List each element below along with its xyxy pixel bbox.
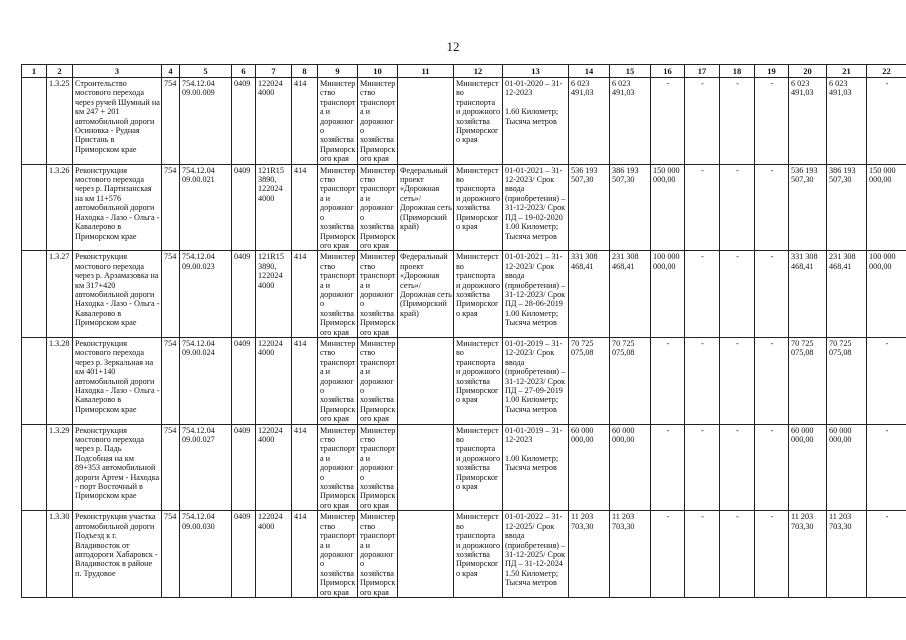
cell-c7: 121R15 3890, 122024 4000: [256, 164, 292, 251]
col-header: 11: [398, 65, 454, 78]
cell-c18: -: [720, 251, 755, 338]
col-header: 16: [651, 65, 685, 78]
cell-c19: -: [755, 78, 789, 165]
cell-c8: 414: [292, 337, 318, 424]
table-row: [22, 251, 906, 338]
cell-c9: Министерство транспорта и дорожного хозяйства Приморского края: [318, 251, 358, 338]
cell-c8: 414: [292, 78, 318, 165]
cell-name: Реконструкция мостового перехода через р. Партизанская на км 11+576 автомобильной дороги Находка - Лазо - Ольга - Кавалерово в Приморском крае: [73, 164, 162, 251]
cell-c19: -: [755, 164, 789, 251]
cell-c10: Министерство транспорта и дорожного хозяйства Приморского края: [358, 164, 398, 251]
cell-empty: [22, 251, 47, 338]
col-header: 13: [503, 65, 569, 78]
cell-c5: 754.12.04 09.00.030: [180, 511, 232, 598]
cell-c12: Министерство транспорта и дорожного хозяйства Приморского края: [454, 424, 503, 511]
cell-c20: 11 203 703,30: [789, 511, 827, 598]
cell-c14: 536 193 507,30: [569, 164, 610, 251]
cell-c9: Министерство транспорта и дорожного хозяйства Приморского края: [318, 337, 358, 424]
col-header: 17: [685, 65, 720, 78]
cell-name: Реконструкция участка автомобильной дороги Подъезд к г. Владивосток от автодороги Хабаровск - Владивосток в районе п. Трудовое: [73, 511, 162, 598]
cell-c7: 122024 4000: [256, 424, 292, 511]
cell-c21: 6 023 491,03: [827, 78, 867, 165]
cell-empty: [22, 424, 47, 511]
table-row: [22, 424, 906, 511]
table-row: [22, 164, 906, 251]
cell-c16: -: [651, 511, 685, 598]
cell-c20: 536 193 507,30: [789, 164, 827, 251]
cell-c22: -: [867, 337, 906, 424]
cell-c14: 70 725 075,08: [569, 337, 610, 424]
cell-c21: 60 000 000,00: [827, 424, 867, 511]
cell-c7: 122024 4000: [256, 337, 292, 424]
col-header: 18: [720, 65, 755, 78]
cell-c6: 0409: [232, 424, 256, 511]
cell-c5: 754.12.04 09.00.023: [180, 251, 232, 338]
cell-c4: 754: [162, 424, 180, 511]
col-header: 4: [162, 65, 180, 78]
col-header: 2: [47, 65, 73, 78]
col-header: 21: [827, 65, 867, 78]
cell-c22: -: [867, 511, 906, 598]
cell-c6: 0409: [232, 511, 256, 598]
col-header: 19: [755, 65, 789, 78]
cell-number: 1.3.26: [47, 164, 73, 251]
cell-c5: 754.12.04 09.00.021: [180, 164, 232, 251]
col-header: 15: [610, 65, 651, 78]
col-header: 7: [256, 65, 292, 78]
cell-c22: 150 000 000,00: [867, 164, 906, 251]
cell-c9: Министерство транспорта и дорожного хозяйства Приморского края: [318, 78, 358, 165]
cell-c19: -: [755, 424, 789, 511]
cell-c15: 386 193 507,30: [610, 164, 651, 251]
cell-c11: [398, 78, 454, 165]
cell-c19: -: [755, 511, 789, 598]
cell-c4: 754: [162, 78, 180, 165]
cell-number: 1.3.29: [47, 424, 73, 511]
cell-c14: 11 203 703,30: [569, 511, 610, 598]
col-header: 12: [454, 65, 503, 78]
cell-c20: 331 308 468,41: [789, 251, 827, 338]
cell-c10: Министерство транспорта и дорожного хозяйства Приморского края: [358, 78, 398, 165]
cell-empty: [22, 511, 47, 598]
cell-c15: 6 023 491,03: [610, 78, 651, 165]
col-header: 9: [318, 65, 358, 78]
cell-c4: 754: [162, 251, 180, 338]
cell-c20: 60 000 000,00: [789, 424, 827, 511]
cell-c8: 414: [292, 251, 318, 338]
cell-number: 1.3.25: [47, 78, 73, 165]
cell-c6: 0409: [232, 164, 256, 251]
cell-c16: -: [651, 78, 685, 165]
cell-name: Реконструкция мостового перехода через р. Падь Подсобная на км 89+353 автомобильной дороги Артем - Находка - порт Восточный в Приморском крае: [73, 424, 162, 511]
cell-c7: 121R15 3890, 122024 4000: [256, 251, 292, 338]
cell-c15: 70 725 075,08: [610, 337, 651, 424]
cell-c9: Министерство транспорта и дорожного хозяйства Приморского края: [318, 164, 358, 251]
cell-c16: -: [651, 337, 685, 424]
cell-c12: Министерство транспорта и дорожного хозяйства Приморского края: [454, 164, 503, 251]
cell-c5: 754.12.04 09.00.024: [180, 337, 232, 424]
cell-number: 1.3.27: [47, 251, 73, 338]
cell-c19: -: [755, 251, 789, 338]
cell-c15: 11 203 703,30: [610, 511, 651, 598]
col-header: 8: [292, 65, 318, 78]
cell-c17: -: [685, 251, 720, 338]
cell-c17: -: [685, 78, 720, 165]
cell-c19: -: [755, 337, 789, 424]
cell-c4: 754: [162, 164, 180, 251]
cell-c4: 754: [162, 511, 180, 598]
cell-c13: 01-01-2020 – 31-12-2023 1.60 Километр; Тысяча метров: [503, 78, 569, 165]
cell-c11: [398, 337, 454, 424]
col-header: 14: [569, 65, 610, 78]
cell-c13: 01-01-2019 – 31-12-2023/ Срок ввода (приобретения) – 31-12-2023/ Срок ПД – 27-09-2019 1.00 Километр; Тысяча метров: [503, 337, 569, 424]
cell-c17: -: [685, 164, 720, 251]
header-row: [22, 65, 906, 78]
cell-c13: 01-01-2022 – 31-12-2025/ Срок ввода (приобретения) – 31-12-2025/ Срок ПД – 31-12-2024 1.50 Километр; Тысяча метров: [503, 511, 569, 598]
cell-c15: 231 308 468,41: [610, 251, 651, 338]
cell-c21: 11 203 703,30: [827, 511, 867, 598]
cell-c18: -: [720, 164, 755, 251]
cell-c9: Министерство транспорта и дорожного хозяйства Приморского края: [318, 424, 358, 511]
cell-name: Реконструкция мостового перехода через р. Зеркальная на км 401+140 автомобильной дороги Находка - Лазо - Ольга - Кавалерово в Приморском крае: [73, 337, 162, 424]
cell-c21: 386 193 507,30: [827, 164, 867, 251]
col-header: 6: [232, 65, 256, 78]
cell-c13: 01-01-2021 – 31-12-2023/ Срок ввода (приобретения) – 31-12-2023/ Срок ПД – 19-02-2020 1.00 Километр; Тысяча метров: [503, 164, 569, 251]
cell-c12: Министерство транспорта и дорожного хозяйства Приморского края: [454, 78, 503, 165]
cell-c8: 414: [292, 511, 318, 598]
cell-c20: 70 725 075,08: [789, 337, 827, 424]
cell-c21: 231 308 468,41: [827, 251, 867, 338]
cell-c18: -: [720, 424, 755, 511]
cell-c21: 70 725 075,08: [827, 337, 867, 424]
cell-c16: 150 000 000,00: [651, 164, 685, 251]
cell-c17: -: [685, 337, 720, 424]
cell-c12: Министерство транспорта и дорожного хозяйства Приморского края: [454, 251, 503, 338]
cell-c11: Федеральный проект «Дорожная сеть»/Дорожная сеть (Приморский край): [398, 164, 454, 251]
cell-c13: 01-01-2019 – 31-12-2023 1.00 Километр; Тысяча метров: [503, 424, 569, 511]
table-row: [22, 337, 906, 424]
cell-number: 1.3.28: [47, 337, 73, 424]
cell-c22: 100 000 000,00: [867, 251, 906, 338]
cell-c12: Министерство транспорта и дорожного хозяйства Приморского края: [454, 511, 503, 598]
cell-c6: 0409: [232, 337, 256, 424]
cell-c22: -: [867, 78, 906, 165]
cell-c20: 6 023 491,03: [789, 78, 827, 165]
cell-c14: 331 308 468,41: [569, 251, 610, 338]
cell-empty: [22, 337, 47, 424]
table-row: [22, 511, 906, 598]
cell-c5: 754.12.04 09.00.027: [180, 424, 232, 511]
cell-c9: Министерство транспорта и дорожного хозяйства Приморского края: [318, 511, 358, 598]
cell-c14: 6 023 491,03: [569, 78, 610, 165]
cell-c7: 122024 4000: [256, 511, 292, 598]
cell-c10: Министерство транспорта и дорожного хозяйства Приморского края: [358, 511, 398, 598]
program-table: [21, 64, 906, 598]
cell-name: Реконструкция мостового перехода через р. Арзамазовка на км 317+420 автомобильной дороги Находка - Лазо - Ольга - Кавалерово в Приморском крае: [73, 251, 162, 338]
cell-c13: 01-01-2021 – 31-12-2023/ Срок ввода (приобретения) – 31-12-2023/ Срок ПД – 28-06-2019 1.00 Километр; Тысяча метров: [503, 251, 569, 338]
cell-c10: Министерство транспорта и дорожного хозяйства Приморского края: [358, 424, 398, 511]
cell-c8: 414: [292, 424, 318, 511]
cell-c11: Федеральный проект «Дорожная сеть»/Дорожная сеть (Приморский край): [398, 251, 454, 338]
cell-c14: 60 000 000,00: [569, 424, 610, 511]
cell-c12: Министерство транспорта и дорожного хозяйства Приморского края: [454, 337, 503, 424]
cell-c18: -: [720, 337, 755, 424]
cell-c7: 122024 4000: [256, 78, 292, 165]
table-row: [22, 78, 906, 165]
cell-c17: -: [685, 511, 720, 598]
cell-c22: -: [867, 424, 906, 511]
cell-c4: 754: [162, 337, 180, 424]
col-header: 22: [867, 65, 906, 78]
col-header: 1: [22, 65, 47, 78]
cell-c17: -: [685, 424, 720, 511]
cell-c11: [398, 511, 454, 598]
cell-c10: Министерство транспорта и дорожного хозяйства Приморского края: [358, 337, 398, 424]
cell-c11: [398, 424, 454, 511]
cell-empty: [22, 164, 47, 251]
page-number: 12: [446, 39, 460, 54]
col-header: 5: [180, 65, 232, 78]
cell-c16: -: [651, 424, 685, 511]
cell-c6: 0409: [232, 78, 256, 165]
cell-c15: 60 000 000,00: [610, 424, 651, 511]
cell-c18: -: [720, 78, 755, 165]
col-header: 10: [358, 65, 398, 78]
cell-c18: -: [720, 511, 755, 598]
cell-empty: [22, 78, 47, 165]
cell-c6: 0409: [232, 251, 256, 338]
cell-number: 1.3.30: [47, 511, 73, 598]
cell-c5: 754.12.04 09.00.009: [180, 78, 232, 165]
col-header: 20: [789, 65, 827, 78]
col-header: 3: [73, 65, 162, 78]
cell-c16: 100 000 000,00: [651, 251, 685, 338]
cell-c8: 414: [292, 164, 318, 251]
cell-c10: Министерство транспорта и дорожного хозяйства Приморского края: [358, 251, 398, 338]
cell-name: Строительство мостового перехода через ручей Шумный на км 247 + 201 автомобильной дороги Осиновка - Рудная Пристань в Приморском крае: [73, 78, 162, 165]
